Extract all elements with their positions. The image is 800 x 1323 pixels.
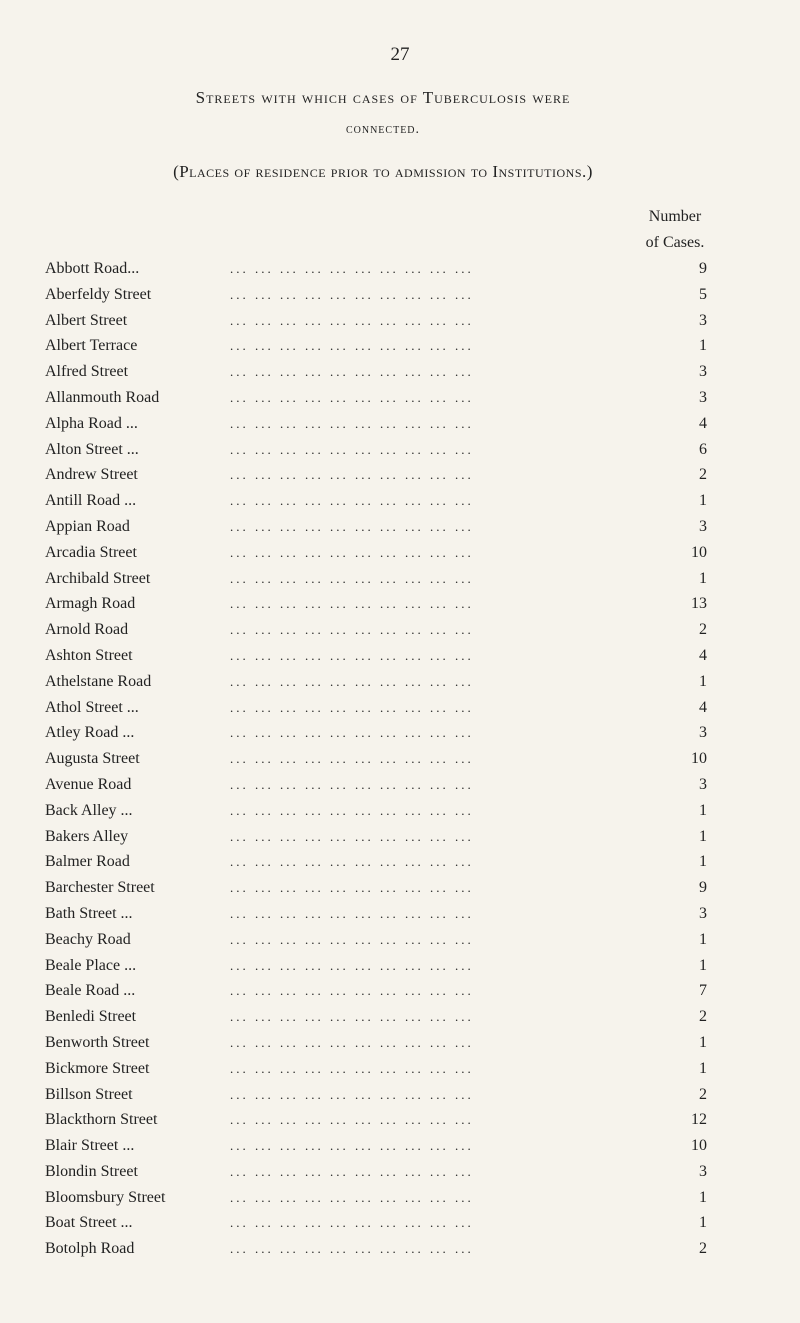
street-name: Bakers Alley	[45, 827, 129, 845]
street-name: Beale Road ...	[45, 982, 136, 1000]
table-row	[45, 1082, 725, 1108]
street-name: Antill Road ...	[45, 492, 137, 510]
table-row	[45, 333, 725, 359]
table-row	[45, 901, 725, 927]
dot-leader: ... ... ... ... ... ... ... ... ... ...	[230, 389, 474, 405]
dot-leader: ... ... ... ... ... ... ... ... ... ...	[230, 828, 474, 844]
case-count: 9	[699, 879, 707, 897]
table-row	[45, 385, 725, 411]
case-count: 3	[699, 1162, 707, 1180]
case-count: 10	[691, 1137, 707, 1155]
dot-leader: ... ... ... ... ... ... ... ... ... ...	[230, 1163, 474, 1179]
table-row	[45, 1236, 725, 1262]
table-row	[45, 669, 725, 695]
dot-leader: ... ... ... ... ... ... ... ... ... ...	[230, 1009, 474, 1025]
page-title: Streets with which cases of Tuberculosis were	[195, 88, 571, 107]
table-row	[45, 824, 725, 850]
street-name: Blondin Street	[45, 1162, 138, 1180]
table-row	[45, 540, 725, 566]
case-count: 1	[699, 1033, 707, 1051]
table-row	[45, 411, 725, 437]
table-row	[45, 437, 725, 463]
dot-leader: ... ... ... ... ... ... ... ... ... ...	[230, 1215, 474, 1231]
dot-leader: ... ... ... ... ... ... ... ... ... ...	[230, 957, 474, 973]
dot-leader: ... ... ... ... ... ... ... ... ... ...	[230, 776, 474, 792]
dot-leader: ... ... ... ... ... ... ... ... ... ...	[230, 286, 474, 302]
table-row	[45, 1210, 725, 1236]
street-name: Beale Place ...	[45, 956, 137, 974]
street-name: Armagh Road	[45, 595, 136, 613]
dot-leader: ... ... ... ... ... ... ... ... ... ...	[230, 1189, 474, 1205]
case-count: 10	[691, 543, 707, 561]
dot-leader: ... ... ... ... ... ... ... ... ... ...	[230, 493, 474, 509]
table-row	[45, 643, 725, 669]
table-row	[45, 1185, 725, 1211]
dot-leader: ... ... ... ... ... ... ... ... ... ...	[230, 415, 474, 431]
case-count: 2	[699, 1085, 707, 1103]
street-name: Alton Street ...	[45, 440, 139, 458]
table-row	[45, 978, 725, 1004]
case-count: 1	[699, 569, 707, 587]
case-count: 3	[699, 904, 707, 922]
table-row	[45, 617, 725, 643]
case-count: 2	[699, 1008, 707, 1026]
case-count: 3	[699, 775, 707, 793]
street-name: Arcadia Street	[45, 543, 137, 561]
page-number: 27	[390, 44, 410, 65]
street-name: Bath Street ...	[45, 904, 133, 922]
street-name: Billson Street	[45, 1085, 133, 1103]
dot-leader: ... ... ... ... ... ... ... ... ... ...	[230, 905, 474, 921]
dot-leader: ... ... ... ... ... ... ... ... ... ...	[230, 467, 474, 483]
table-row	[45, 1159, 725, 1185]
dot-leader: ... ... ... ... ... ... ... ... ... ...	[230, 622, 474, 638]
street-name: Athol Street ...	[45, 698, 139, 716]
dot-leader: ... ... ... ... ... ... ... ... ... ...	[230, 338, 474, 354]
case-count: 2	[699, 1240, 707, 1258]
table-row	[45, 953, 725, 979]
street-name: Arnold Road	[45, 621, 129, 639]
street-name: Aberfeldy Street	[45, 285, 152, 303]
case-count: 1	[699, 1188, 707, 1206]
dot-leader: ... ... ... ... ... ... ... ... ... ...	[230, 261, 474, 276]
street-name: Archibald Street	[45, 569, 151, 587]
table-row	[45, 875, 725, 901]
table-row	[45, 591, 725, 617]
case-count: 3	[699, 388, 707, 406]
case-count: 1	[699, 672, 707, 690]
page-subtitle: (Places of residence prior to admission to Institutions.)	[173, 162, 593, 181]
table-row	[45, 359, 725, 385]
table-row	[45, 1107, 725, 1133]
case-count: 1	[699, 337, 707, 355]
street-name: Balmer Road	[45, 853, 130, 871]
streets-table	[45, 256, 725, 1262]
table-row	[45, 849, 725, 875]
case-count: 1	[699, 492, 707, 510]
table-row	[45, 1056, 725, 1082]
column-header-number: Number	[648, 208, 702, 225]
dot-leader: ... ... ... ... ... ... ... ... ... ...	[230, 673, 474, 689]
table-row	[45, 514, 725, 540]
street-name: Athelstane Road	[45, 672, 152, 690]
street-name: Bloomsbury Street	[45, 1188, 166, 1206]
case-count: 13	[691, 595, 707, 613]
case-count: 4	[699, 698, 707, 716]
dot-leader: ... ... ... ... ... ... ... ... ... ...	[230, 854, 474, 870]
case-count: 5	[699, 285, 707, 303]
street-name: Allanmouth Road	[45, 388, 160, 406]
table-row	[45, 1004, 725, 1030]
case-count: 1	[699, 930, 707, 948]
table-row	[45, 462, 725, 488]
street-name: Alpha Road ...	[45, 414, 138, 432]
table-row	[45, 488, 725, 514]
table-row	[45, 282, 725, 308]
dot-leader: ... ... ... ... ... ... ... ... ... ...	[230, 751, 474, 767]
table-row	[45, 1133, 725, 1159]
street-name: Boat Street ...	[45, 1214, 133, 1232]
dot-leader: ... ... ... ... ... ... ... ... ... ...	[230, 647, 474, 663]
case-count: 1	[699, 827, 707, 845]
table-row	[45, 308, 725, 334]
dot-leader: ... ... ... ... ... ... ... ... ... ...	[230, 931, 474, 947]
table-row	[45, 798, 725, 824]
case-count: 1	[699, 956, 707, 974]
case-count: 1	[699, 1059, 707, 1077]
case-count: 1	[699, 853, 707, 871]
street-name: Albert Terrace	[45, 337, 138, 355]
street-name: Andrew Street	[45, 466, 138, 484]
street-name: Albert Street	[45, 311, 128, 329]
dot-leader: ... ... ... ... ... ... ... ... ... ...	[230, 880, 474, 896]
case-count: 3	[699, 724, 707, 742]
case-count: 3	[699, 363, 707, 381]
dot-leader: ... ... ... ... ... ... ... ... ... ...	[230, 544, 474, 560]
dot-leader: ... ... ... ... ... ... ... ... ... ...	[230, 1241, 474, 1257]
dot-leader: ... ... ... ... ... ... ... ... ... ...	[230, 1086, 474, 1102]
case-count: 10	[691, 750, 707, 768]
column-header-of-cases: of Cases.	[645, 234, 705, 251]
dot-leader: ... ... ... ... ... ... ... ... ... ...	[230, 983, 474, 999]
street-name: Ashton Street	[45, 646, 133, 664]
table-row	[45, 695, 725, 721]
street-name: Augusta Street	[45, 750, 140, 768]
case-count: 9	[699, 260, 707, 277]
street-name: Beachy Road	[45, 930, 131, 948]
case-count: 4	[699, 414, 707, 432]
street-name: Blackthorn Street	[45, 1111, 158, 1129]
table-row	[45, 720, 725, 746]
dot-leader: ... ... ... ... ... ... ... ... ... ...	[230, 364, 474, 380]
table-row	[45, 1030, 725, 1056]
table-row	[45, 927, 725, 953]
dot-leader: ... ... ... ... ... ... ... ... ... ...	[230, 1112, 474, 1128]
dot-leader: ... ... ... ... ... ... ... ... ... ...	[230, 518, 474, 534]
case-count: 4	[699, 646, 707, 664]
case-count: 12	[691, 1111, 707, 1129]
street-name: Blair Street ...	[45, 1137, 135, 1155]
street-name: Benledi Street	[45, 1008, 137, 1026]
case-count: 2	[699, 466, 707, 484]
dot-leader: ... ... ... ... ... ... ... ... ... ...	[230, 699, 474, 715]
table-row	[45, 256, 725, 282]
street-name: Back Alley ...	[45, 801, 133, 819]
page-title-continued: connected.	[345, 122, 421, 137]
dot-leader: ... ... ... ... ... ... ... ... ... ...	[230, 1060, 474, 1076]
street-name: Bickmore Street	[45, 1059, 150, 1077]
street-name: Alfred Street	[45, 363, 129, 381]
street-name: Abbott Road...	[45, 260, 140, 277]
street-name: Avenue Road	[45, 775, 132, 793]
case-count: 7	[699, 982, 707, 1000]
dot-leader: ... ... ... ... ... ... ... ... ... ...	[230, 312, 474, 328]
street-name: Benworth Street	[45, 1033, 150, 1051]
case-count: 1	[699, 801, 707, 819]
dot-leader: ... ... ... ... ... ... ... ... ... ...	[230, 1034, 474, 1050]
dot-leader: ... ... ... ... ... ... ... ... ... ...	[230, 570, 474, 586]
street-name: Botolph Road	[45, 1240, 135, 1258]
case-count: 6	[699, 440, 707, 458]
case-count: 2	[699, 621, 707, 639]
dot-leader: ... ... ... ... ... ... ... ... ... ...	[230, 802, 474, 818]
table-row	[45, 772, 725, 798]
table-row	[45, 566, 725, 592]
dot-leader: ... ... ... ... ... ... ... ... ... ...	[230, 596, 474, 612]
table-row	[45, 746, 725, 772]
case-count: 1	[699, 1214, 707, 1232]
street-name: Atley Road ...	[45, 724, 135, 742]
dot-leader: ... ... ... ... ... ... ... ... ... ...	[230, 441, 474, 457]
street-name: Appian Road	[45, 517, 130, 535]
dot-leader: ... ... ... ... ... ... ... ... ... ...	[230, 725, 474, 741]
case-count: 3	[699, 517, 707, 535]
street-name: Barchester Street	[45, 879, 155, 897]
case-count: 3	[699, 311, 707, 329]
dot-leader: ... ... ... ... ... ... ... ... ... ...	[230, 1138, 474, 1154]
